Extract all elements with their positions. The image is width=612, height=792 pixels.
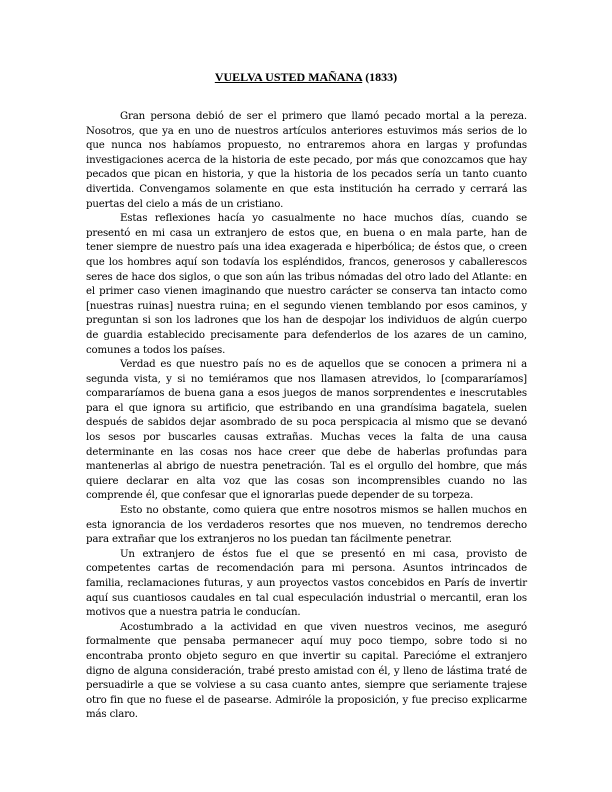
title-text: VUELVA USTED MAÑANA [214,70,363,84]
paragraph: Acostumbrado a la actividad en que viven nuestros vecinos, me aseguró formalmente que pensaba permanecer aquí muy poco tiempo, sobre todo si no encontraba pronto objeto seguro en que invertir su capital. Parecióme el extranjero digno de alguna consideración, trabé presto amistad con él, y lleno de lástima traté de persuadirle a que se volviese a su casa cuanto antes, siempre que seriamente trajese otro fin que no fuese el de pasearse. Admiróle la proposición, y fue preciso explicarme más claro. [86,621,527,721]
body-text [86,110,527,723]
paragraph: Verdad es que nuestro país no es de aquellos que se conocen a primera ni a segunda vista, y si no temiéramos que nos llamasen atrevidos, lo [compararíamos] compararíamos de buena gana a esos juegos de manos sorprendentes e inescrutables para el que ignora su artificio, que estribando en una grandísima bagatela, suelen después de sabidos dejar asombrado de su poca perspicacia al mismo que se devanó los sesos por buscarles causas extrañas. Muchas veces la falta de una causa determinante en las cosas nos hace creer que debe de haberlas profundas para mantenerlas al abrigo de nuestra penetración. Tal es el orgullo del hombre, que más quiere declarar en alta voz que las cosas son incomprensibles cuando no las comprende él, que confesar que el ignorarlas puede depender de su torpeza. [86,359,527,502]
paragraph: Gran persona debió de ser el primero que llamó pecado mortal a la pereza. Nosotros, que ya en uno de nuestros artículos anteriores estuvimos más serios de lo que nunca nos habíamos propuesto, no entraremos ahora en largas y profundas investigaciones acerca de la historia de este pecado, por más que conozcamos que hay pecados que pican en historia, y que la historia de los pecados sería un tanto cuanto divertida. Convengamos solamente en que esta institución ha cerrado y cerrará las puertas del cielo a más de un cristiano. [86,111,527,210]
paragraph: Un extranjero de éstos fue el que se presentó en mi casa, provisto de competentes cartas de recomendación para mi persona. Asuntos intrincados de familia, reclamaciones futuras, y aun proyectos vastos concebidos en París de invertir aquí sus cuantiosos caudales en tal cual especulación industrial o mercantil, eran los motivos que a nuestra patria le conducían. [86,548,527,619]
paragraph: Estas reflexiones hacía yo casualmente no hace muchos días, cuando se presentó en mi casa un extranjero de estos que, en buena o en mala parte, han de tener siempre de nuestro país una idea exagerada e hiperbólica; de éstos que, o creen que los hombres aquí son todavía los espléndidos, francos, generosos y caballerescos seres de hace dos siglos, o que son aún las tribus nómadas del otro lado del Atlante: en el primer caso vienen imaginando que nuestro carácter se conserva tan intacto como [nuestras ruinas] nuestra ruina; en el segundo vienen temblando por esos caminos, y preguntan si son los ladrones que los han de despojar los individuos de algún cuerpo de guardia establecido precisamente para defenderlos de los azares de un camino, comunes a todos los países. [86,213,527,356]
paragraph: Esto no obstante, como quiera que entre nosotros mismos se hallen muchos en esta ignorancia de los verdaderos resortes que nos mueven, no tendremos derecho para extrañar que los extranjeros no los puedan tan fácilmente penetrar. [86,505,527,546]
page-title [0,70,612,84]
title-year: (1833) [365,70,398,84]
